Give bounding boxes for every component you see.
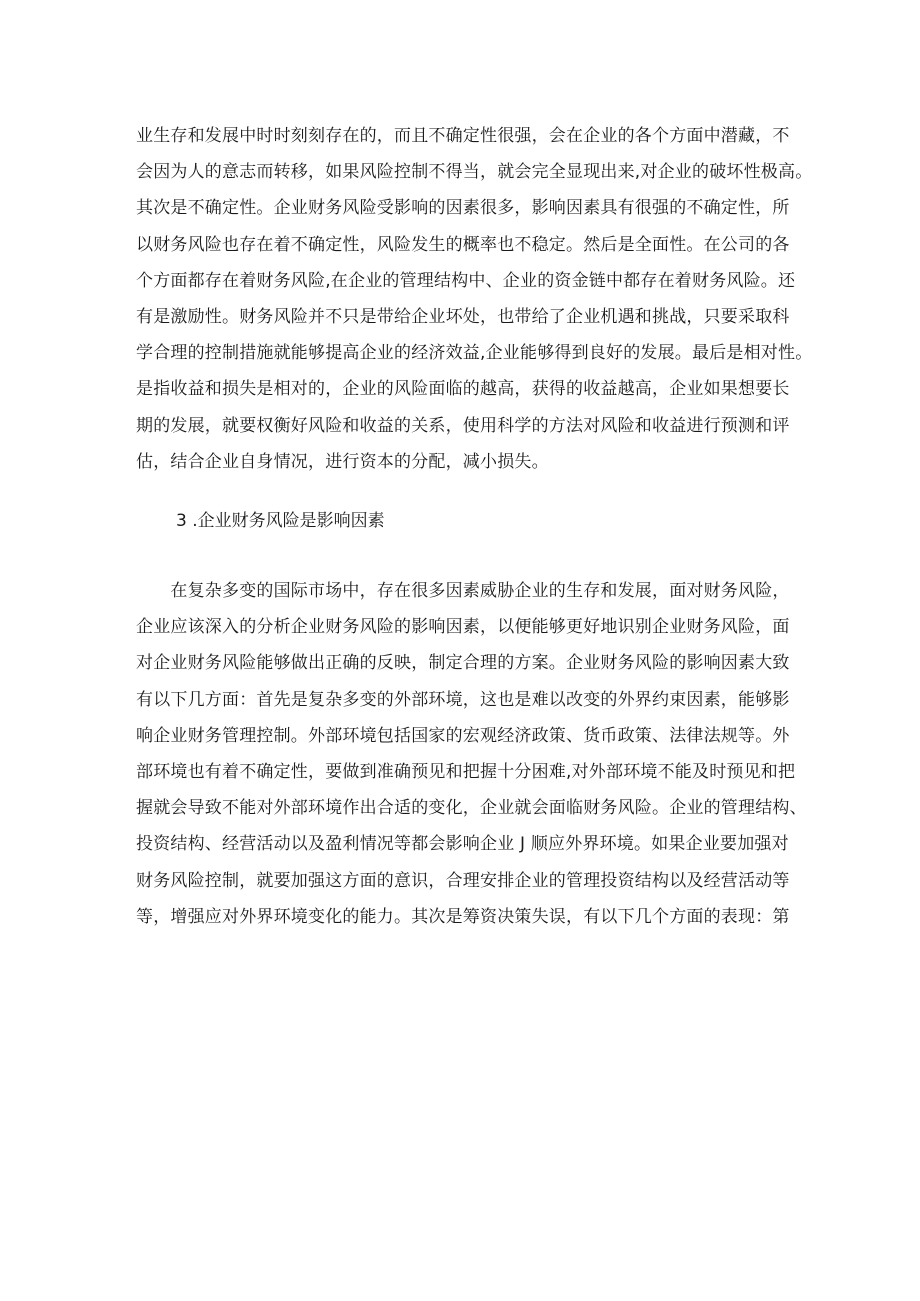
- text-line: 有是激励性。财务风险并不只是带给企业坏处，也带给了企业机遇和挑战，只要采取科: [136, 307, 790, 328]
- text-line: 个方面都存在着财务风险,在企业的管理结构中、企业的资金链中都存在着财务风险。还: [136, 270, 796, 291]
- text-line: 握就会导致不能对外部环境作出合适的变化，企业就会面临财务风险。企业的管理结构、: [136, 798, 807, 819]
- text-line: 在复杂多变的国际市场中，存在很多因素威胁企业的生存和发展，面对财务风险，: [136, 581, 790, 602]
- text-line: 财务风险控制，就要加强这方面的意识，合理安排企业的管理投资结构以及经营活动等: [136, 870, 790, 891]
- text-line: 估，结合企业自身情况，进行资本的分配，减小损失。: [136, 451, 549, 472]
- text-line: 以财务风险也存在着不确定性，风险发生的概率也不稳定。然后是全面性。在公司的各: [136, 234, 790, 255]
- section-heading: 3 .企业财务风险是影响因素: [176, 511, 385, 532]
- text-line: 期的发展，就要权衡好风险和收益的关系，使用科学的方法对风险和收益进行预测和评: [136, 415, 790, 436]
- paragraph-influencing-factors: [136, 573, 807, 935]
- text-line: 对企业财务风险能够做出正确的反映，制定合理的方案。企业财务风险的影响因素大致: [136, 653, 790, 674]
- text-line: 企业应该深入的分析企业财务风险的影响因素，以便能够更好地识别企业财务风险，面: [136, 617, 790, 638]
- paragraph-characteristics: [136, 118, 813, 480]
- document-page: [136, 118, 813, 935]
- text-line: 其次是不确定性。企业财务风险受影响的因素很多，影响因素具有很强的不确定性，所: [136, 198, 790, 219]
- text-line: 部环境也有着不确定性，要做到准确预见和把握十分困难,对外部环境不能及时预见和把: [136, 762, 796, 783]
- text-line: 是指收益和损失是相对的，企业的风险面临的越高，获得的收益越高，企业如果想要长: [136, 379, 790, 400]
- text-line: 有以下几方面：首先是复杂多变的外部环境，这也是难以改变的外界约束因素，能够影: [136, 689, 790, 710]
- text-line: 响企业财务管理控制。外部环境包括国家的宏观经济政策、货币政策、法律法规等。外: [136, 725, 790, 746]
- text-line: 学合理的控制措施就能够提高企业的经济效益,企业能够得到良好的发展。最后是相对性。: [136, 343, 813, 364]
- text-line: 会因为人的意志而转移，如果风险控制不得当，就会完全显现出来,对企业的破坏性极高。: [136, 162, 813, 183]
- text-line: 投资结构、经营活动以及盈利情况等都会影响企业 J 顺应外界环境。如果企业要加强对: [136, 834, 789, 855]
- text-line: 业生存和发展中时时刻刻存在的，而且不确定性很强，会在企业的各个方面中潜藏，不: [136, 126, 790, 146]
- text-line: 等，增强应对外界环境变化的能力。其次是筹资决策失误，有以下几个方面的表现：第: [136, 906, 790, 927]
